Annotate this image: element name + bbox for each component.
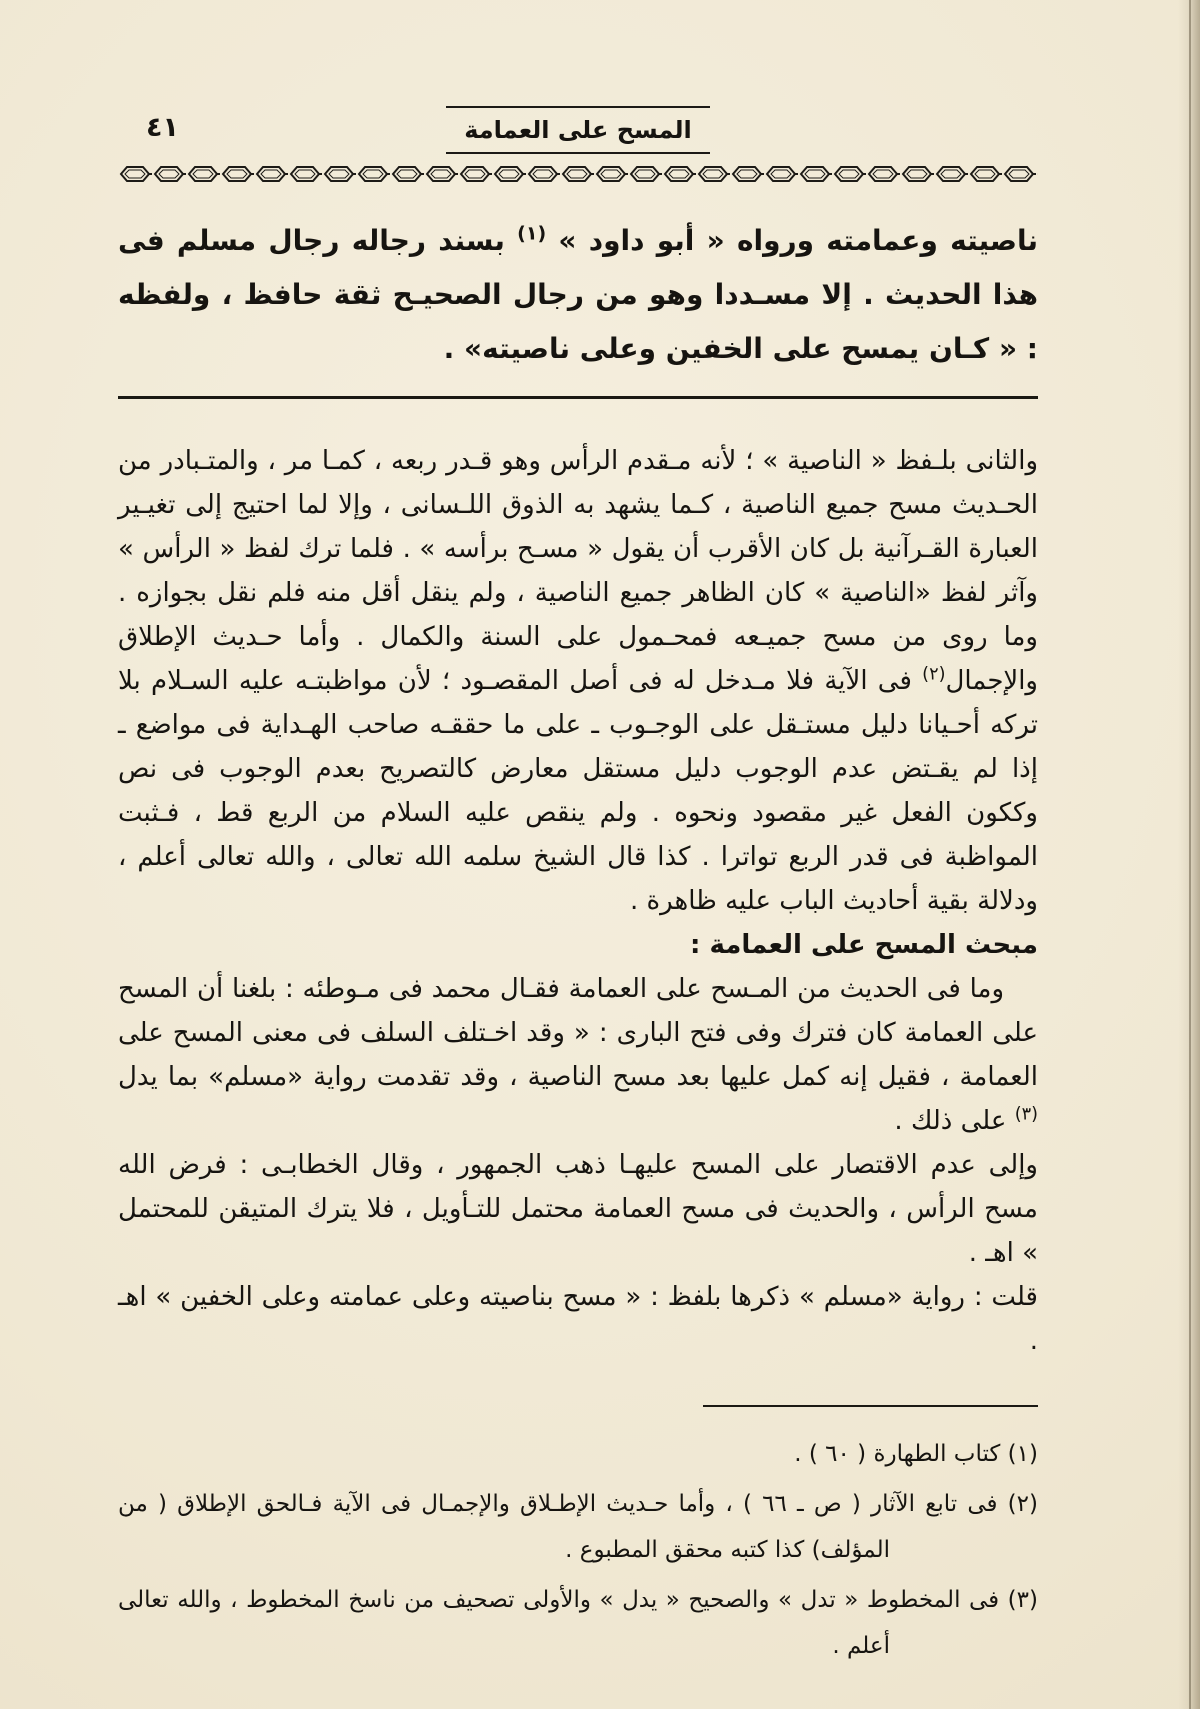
main-text-block [118,439,1038,1363]
intro-text-1: ناصيته وعمامته ورواه « أبو داود » [546,224,1039,257]
footnote-2 [118,1481,1038,1573]
body-paragraph-1-text-1: والثانى بلـفظ « الناصية » ؛ لأنه مـقدم الرأس وهو قـدر ربعه ، كمـا مر ، والمتـبادر من الحـديث مسح جميع الناصية ، كـما يشهد به الذوق اللـسانى ، وإلا لما احتيج إلى تغيـير العبارة القـرآنية بل كان الأقرب أن يقول « مسـح برأسه » . فلما ترك لفظ « الرأس » وآثر لفظ «الناصية » كان الظاهر جميع الناصية ، ولم ينقل أقل منه فلم نقل بجوازه . وما روى من مسح جميـعه فمحـمول على السنة والكمال . وأما حـديث الإطلاق والإجمال [118,446,1038,696]
chain-ornament-divider [118,164,1038,188]
footnote-2-marker: (٢) [1007,1491,1038,1517]
section-divider [118,396,1038,399]
intro-paragraph [118,214,1038,376]
body-paragraph-4: قلت : رواية «مسلم » ذكرها بلفظ : « مسح بناصيته وعلى عمامته وعلى الخفين » اهـ . [118,1282,1038,1356]
footnote-divider [703,1405,1038,1407]
section-heading: مبحث المسح على العمامة : [690,930,1038,960]
page-number: ٤١ [146,112,179,143]
page-edge-line [1189,0,1191,1709]
footnote-ref-3: (٣) [1014,1104,1038,1125]
footnote-3 [118,1577,1038,1669]
page-content [118,0,1038,1673]
chain-ornament-icon [118,164,1038,184]
body-paragraph-3: وإلى عدم الاقتصار على المسح عليهـا ذهب الجمهور ، وقال الخطابـى : فرض الله مسح الرأس ، والحديث فى مسح العمامة محتمل للتـأويل ، فلا يترك المتيقن للمحتمل » اهـ . [118,1150,1038,1268]
body-paragraph-1 [118,439,1038,923]
footnote-2-text: فى تابع الآثار ( ص ـ ٦٦ ) ، وأما حـديث الإطـلاق والإجمـال فى الآية فـالحق الإطلاق ( من المؤلف) كذا كتبه محقق المطبوع . [118,1491,1008,1563]
footnote-3-marker: (٣) [1007,1587,1038,1613]
footnote-ref-1: (١) [517,222,547,245]
page-title: المسح على العمامة [446,106,710,154]
body-paragraph-2-text-1: وما فى الحديث من المـسح على العمامة فقـال محمد فى مـوطئه : بلغنا أن المسح على العمامة كان فترك وفى فتح البارى : « وقد اخـتلف السلف فى معنى المسح على العمامة ، فقيل إنه كمل عليها بعد مسح الناصية ، وقد تقدمت رواية «مسلم» بما يدل [118,974,1038,1092]
footnote-ref-2: (٢) [922,664,946,685]
footnote-area [118,1405,1038,1669]
footnote-1 [118,1431,1038,1477]
footnote-3-text: فى المخطوط « تدل » والصحيح « يدل » والأولى تصحيف من ناسخ المخطوط ، والله تعالى أعلم . [118,1587,1008,1659]
body-paragraph-1-text-2: فى الآية فلا مـدخل له فى أصل المقصـود ؛ لأن مواظبتـه عليه السـلام بلا تركه أحـيانا دليل مستـقل على الوجـوب ـ على ما حققـه صاحب الهـداية فى مواضع ـ إذا لم يقـتض عدم الوجوب دليل مستقل معارض كالتصريح بعدم الوجوب فى نص وككون الفعل غير مقصود ونحوه . ولم ينقص عليه السلام من الربع قط ، فـثبت المواظبة فى قدر الربع تواترا . كذا قال الشيخ سلمه الله تعالى ، والله تعالى أعلم ، ودلالة بقية أحاديث الباب عليه ظاهرة . [118,666,1038,916]
intro-text-2: بسند رجاله رجال مسلم فى هذا الحديث . إلا مسـددا وهو من رجال الصحيـح ثقة حافظ ، ولفظه : « كـان يمسح على الخفين وعلى ناصيته» . [118,224,1038,365]
page-header [118,106,1038,158]
body-paragraph-2-text-2: على ذلك . [894,1106,1015,1136]
footnote-1-text: كتاب الطهارة ( ٦٠ ) . [794,1441,1008,1467]
body-paragraph-2 [118,967,1038,1143]
footnote-1-marker: (١) [1007,1441,1038,1467]
